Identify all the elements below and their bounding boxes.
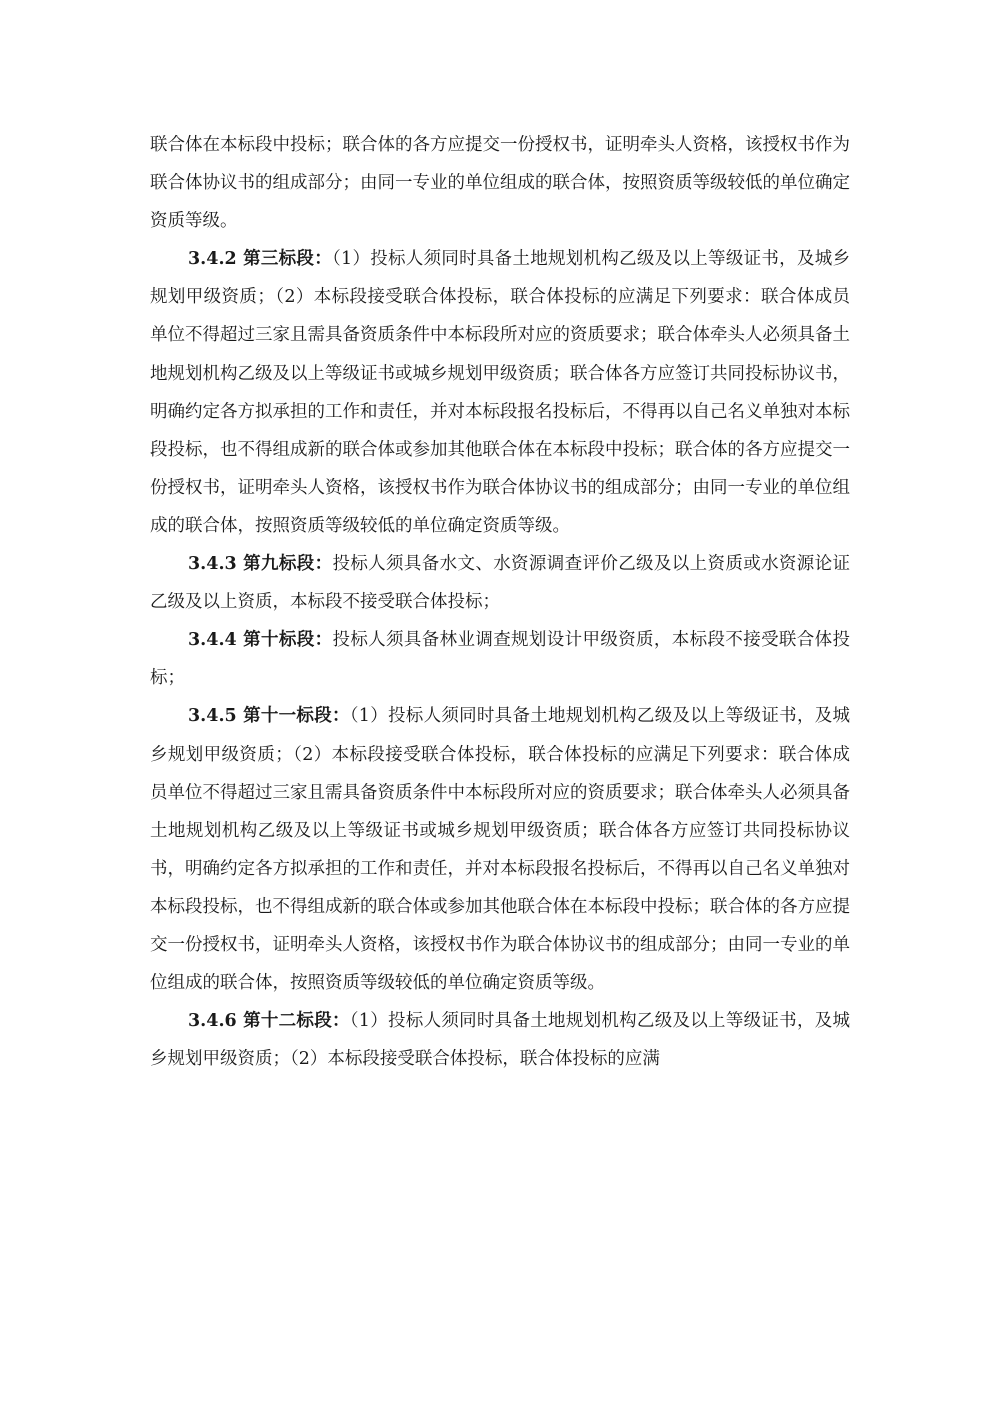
paragraph-section-3-4-4 [150,621,850,697]
section-label: 3.4.5 第十一标段： [188,706,350,727]
section-label: 3.4.3 第九标段： [188,554,333,575]
paragraph-text: （1）投标人须同时具备土地规划机构乙级及以上等级证书，及城乡规划甲级资质；（2）本标段接受联合体投标，联合体投标的应满足下列要求：联合体成员单位不得超过三家且需具备资质条件中本标段所对应的资质要求；联合体牵头人必须具备土地规划机构乙级及以上等级证书或城乡规划甲级资质；联合体各方应签订共同投标协议书，明确约定各方拟承担的工作和责任，并对本标段报名投标后，不得再以自己名义单独对本标段投标，也不得组成新的联合体或参加其他联合体在本标段中投标；联合体的各方应提交一份授权书，证明牵头人资格，该授权书作为联合体协议书的组成部分；由同一专业的单位组成的联合体，按照资质等级较低的单位确定资质等级。 [150,249,850,536]
paragraph-continuation [150,126,850,240]
paragraph-section-3-4-6 [150,1002,850,1078]
paragraph-text: 投标人须具备林业调查规划设计甲级资质，本标段不接受联合体投标； [150,630,851,689]
paragraph-text: （1）投标人须同时具备土地规划机构乙级及以上等级证书，及城乡规划甲级资质；（2）本标段接受联合体投标，联合体投标的应满足下列要求：联合体成员单位不得超过三家且需具备资质条件中本标段所对应的资质要求；联合体牵头人必须具备土地规划机构乙级及以上等级证书或城乡规划甲级资质；联合体各方应签订共同投标协议书，明确约定各方拟承担的工作和责任，并对本标段报名投标后，不得再以自己名义单独对本标段投标，也不得组成新的联合体或参加其他联合体在本标段中投标；联合体的各方应提交一份授权书，证明牵头人资格，该授权书作为联合体协议书的组成部分；由同一专业的单位组成的联合体，按照资质等级较低的单位确定资质等级。 [150,706,851,994]
document-page [150,126,850,1078]
section-label: 3.4.4 第十标段： [188,630,333,651]
paragraph-text: （1）投标人须同时具备土地规划机构乙级及以上等级证书，及城乡规划甲级资质；（2）本标段接受联合体投标，联合体投标的应满 [150,1011,851,1070]
paragraph-section-3-4-3 [150,545,850,621]
section-label: 3.4.2 第三标段： [188,249,332,270]
paragraph-section-3-4-2 [150,240,850,545]
paragraph-section-3-4-5 [150,697,850,1002]
section-label: 3.4.6 第十二标段： [188,1011,350,1032]
paragraph-text: 联合体在本标段中投标；联合体的各方应提交一份授权书，证明牵头人资格，该授权书作为联合体协议书的组成部分；由同一专业的单位组成的联合体，按照资质等级较低的单位确定资质等级。 [150,135,850,232]
paragraph-text: 投标人须具备水文、水资源调查评价乙级及以上资质或水资源论证乙级及以上资质，本标段不接受联合体投标； [150,554,851,613]
